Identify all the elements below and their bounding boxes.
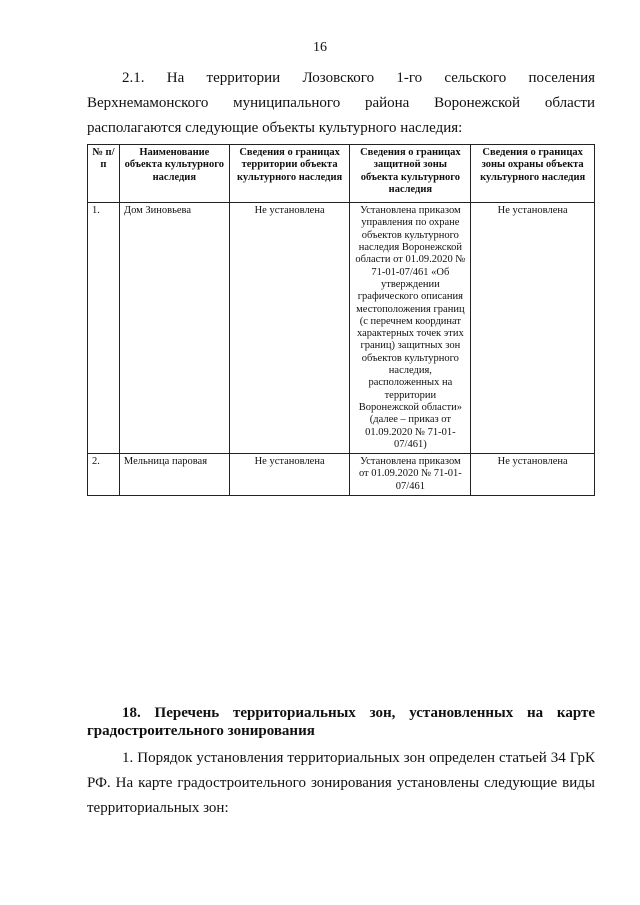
protective-zone-info: Установлена приказом от 01.09.2020 № 71-01-07/461 bbox=[350, 454, 471, 496]
territory-info: Не установлена bbox=[229, 203, 350, 454]
protective-zone-info: Установлена приказом управления по охране объектов культурного наследия Воронежской области от 01.09.2020 № 71-01-07/461 «Об утверждении графического описания местоположения границ (с перечнем координат характерных точек этих границ) защитных зон объектов культурного наследия, расположенных на территории Воронежской области» (далее – приказ от 01.09.2020 № 71-01-07/461) bbox=[350, 203, 471, 454]
column-header-territory: Сведения о границах территории объекта культурного наследия bbox=[229, 145, 350, 203]
security-zone-info: Не установлена bbox=[471, 454, 595, 496]
column-header-security-zone: Сведения о границах зоны охраны объекта культурного наследия bbox=[471, 145, 595, 203]
heritage-table bbox=[87, 144, 595, 496]
object-name: Мельница паровая bbox=[119, 454, 229, 496]
column-header-number: № п/п bbox=[88, 145, 120, 203]
row-number: 1. bbox=[88, 203, 120, 454]
intro-paragraph-end: располагаются следующие объекты культурного наследия: bbox=[87, 120, 463, 136]
object-name: Дом Зиновьева bbox=[119, 203, 229, 454]
table-row bbox=[88, 203, 595, 454]
column-header-protective-zone: Сведения о границах защитной зоны объекта культурного наследия bbox=[350, 145, 471, 203]
section-paragraph: 1. Порядок установления территориальных зон определен статьей 34 ГрК РФ. На карте градостроительного зонирования установлены следующие виды территориальных зон: bbox=[87, 750, 595, 816]
row-number: 2. bbox=[88, 454, 120, 496]
territory-info: Не установлена bbox=[229, 454, 350, 496]
intro-paragraph: 2.1. На территории Лозовского 1-го сельского поселения Верхнемамонского муниципального района Воронежской области bbox=[87, 70, 595, 111]
page-number: 16 bbox=[313, 40, 327, 55]
security-zone-info: Не установлена bbox=[471, 203, 595, 454]
column-header-name: Наименование объекта культурного наследия bbox=[119, 145, 229, 203]
table-row bbox=[88, 454, 595, 496]
section-heading: 18. Перечень территориальных зон, установленных на карте градостроительного зонирования bbox=[87, 705, 595, 739]
table-header-row bbox=[88, 145, 595, 203]
